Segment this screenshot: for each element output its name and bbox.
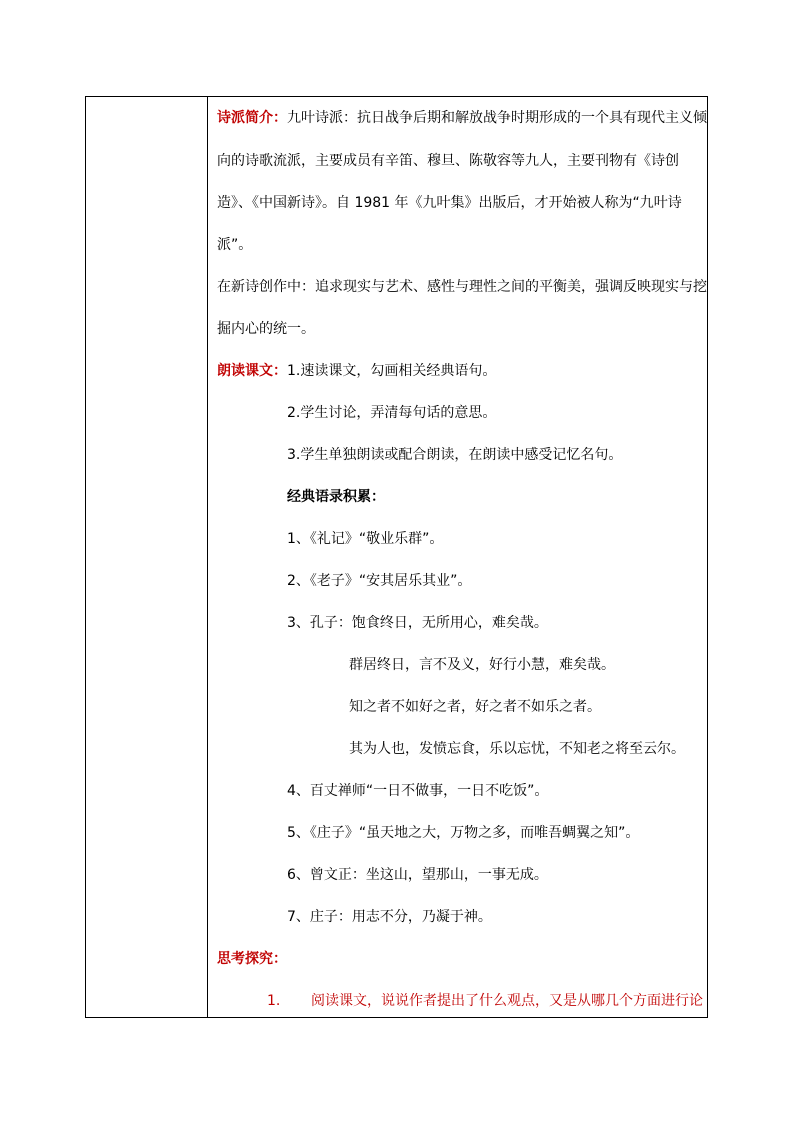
reading-line-1 (217, 361, 496, 381)
quote-6: 6、曾文正：坐这山，望那山，一事无成。 (287, 867, 548, 883)
intro-heading: 诗派简介： (217, 110, 287, 126)
lesson-table (85, 96, 708, 1018)
quote-1: 1、《礼记》“敬业乐群”。 (287, 531, 444, 547)
quotes-heading: 经典语录积累： (287, 489, 385, 505)
quote-3-cont-3: 其为人也，发愤忘食，乐以忘忧，不知老之将至云尔。 (349, 741, 685, 757)
quote-5: 5、《庄子》“虽天地之大，万物之多，而唯吾蜩翼之知”。 (287, 825, 640, 841)
reading-heading: 朗读课文： (217, 363, 287, 379)
column-divider (207, 97, 208, 1017)
intro-line-3: 造》、《中国新诗》。自 1981 年《九叶集》出版后，才开始被人称为“九叶诗 (217, 195, 682, 211)
quote-4: 4、百丈禅师“一日不做事，一日不吃饭”。 (287, 783, 549, 799)
intro-line-1 (217, 108, 707, 128)
reading-step-2: 2.学生讨论，弄清每句话的意思。 (287, 405, 497, 421)
thinking-heading: 思考探究： (217, 951, 287, 967)
reading-step-3: 3.学生单独朗读或配合朗读，在朗读中感受记忆名句。 (287, 447, 623, 463)
intro-line-2: 向的诗歌流派，主要成员有辛笛、穆旦、陈敬容等九人，主要刊物有《诗创 (217, 153, 679, 169)
content-cell (217, 97, 707, 1017)
quote-3: 3、孔子：饱食终日，无所用心，难矣哉。 (287, 615, 548, 631)
quote-2: 2、《老子》“安其居乐其业”。 (287, 573, 472, 589)
thinking-item-number: 1. (267, 993, 281, 1009)
intro-line-4: 派”。 (217, 237, 253, 253)
thinking-item-1: 阅读课文，说说作者提出了什么观点，又是从哪几个方面进行论 (311, 993, 703, 1009)
reading-step-1: 1.速读课文，勾画相关经典语句。 (287, 363, 497, 379)
intro-line-5: 在新诗创作中：追求现实与艺术、感性与理性之间的平衡美，强调反映现实与挖 (217, 279, 707, 295)
quote-3-cont-2: 知之者不如好之者，好之者不如乐之者。 (349, 699, 601, 715)
intro-line-6: 掘内心的统一。 (217, 321, 315, 337)
intro-text-1: 九叶诗派：抗日战争后期和解放战争时期形成的一个具有现代主义倾 (287, 110, 707, 126)
quote-3-cont-1: 群居终日，言不及义，好行小慧，难矣哉。 (349, 657, 615, 673)
quote-7: 7、庄子：用志不分，乃凝于神。 (287, 909, 492, 925)
